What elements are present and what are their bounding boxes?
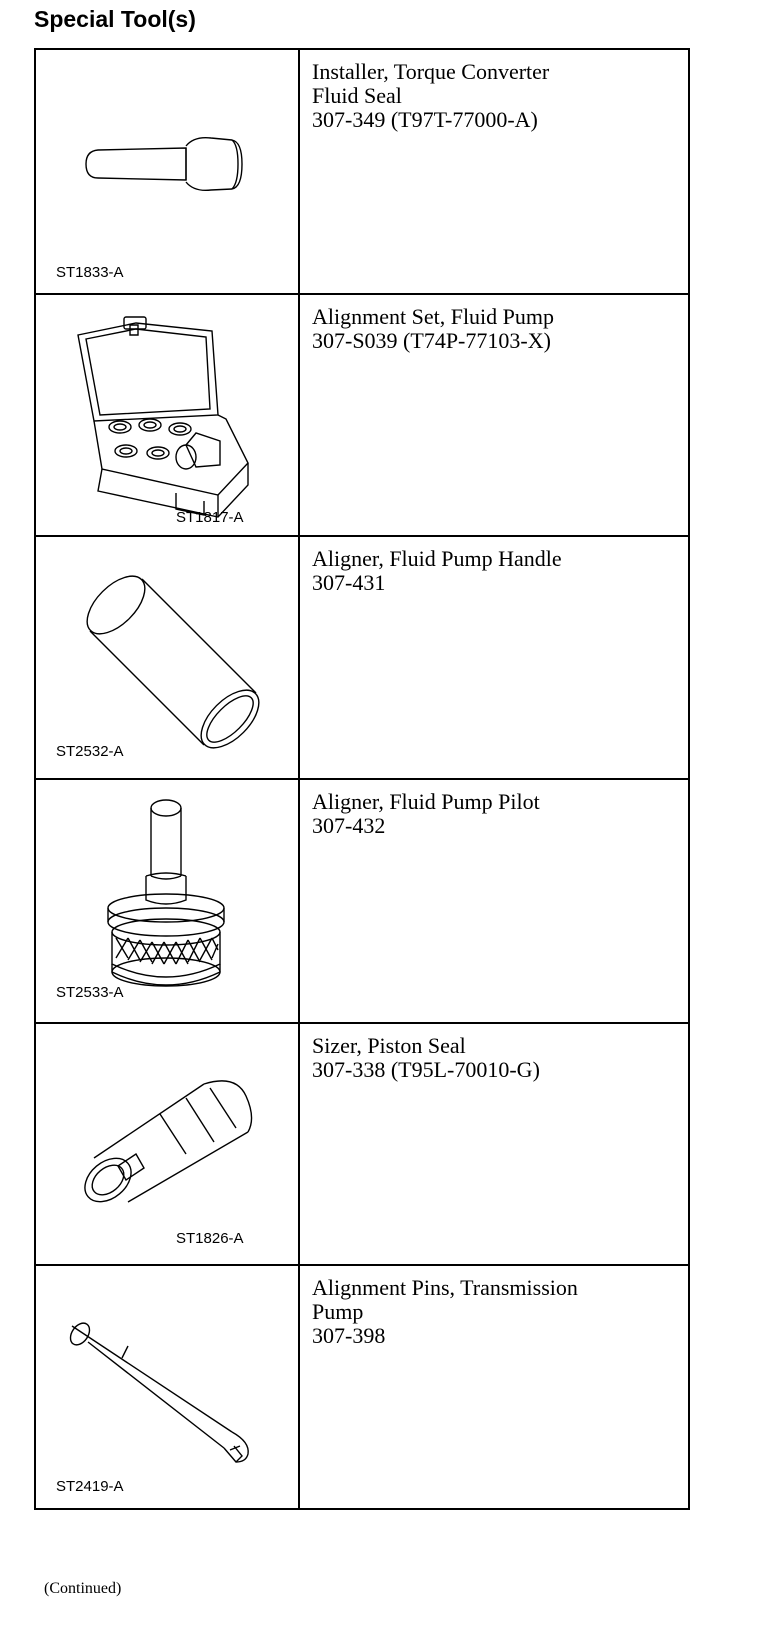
- tool-name-continued: Fluid Seal: [312, 83, 402, 108]
- tool-illustration-cell: [35, 1023, 299, 1265]
- tool-illustration-cell: [35, 49, 299, 294]
- table-row: [35, 1023, 689, 1265]
- tool-description-cell: [299, 1265, 689, 1509]
- table-row: [35, 294, 689, 536]
- table-row: [35, 49, 689, 294]
- piston-seal-sizer-icon: [36, 1024, 298, 1266]
- tool-code: ST1833-A: [56, 264, 124, 281]
- tool-name: Aligner, Fluid Pump Pilot: [312, 789, 540, 814]
- table-row: [35, 1265, 689, 1509]
- tool-name: Aligner, Fluid Pump Handle: [312, 546, 562, 571]
- tool-part-number: 307-349 (T97T-77000-A): [312, 107, 538, 132]
- tool-illustration-cell: [35, 1265, 299, 1509]
- alignment-set-case-icon: [36, 295, 298, 537]
- tool-code: ST2532-A: [56, 743, 124, 760]
- continued-label: (Continued): [44, 1580, 122, 1597]
- tool-name: Installer, Torque Converter: [312, 59, 550, 84]
- page-title: Special Tool(s): [34, 6, 196, 32]
- table-row: [35, 779, 689, 1023]
- tool-part-number: 307-432: [312, 813, 386, 838]
- tool-part-number: 307-431: [312, 570, 386, 595]
- tool-part-number: 307-398: [312, 1323, 386, 1348]
- tool-part-number: 307-S039 (T74P-77103-X): [312, 328, 551, 353]
- tool-illustration-cell: [35, 536, 299, 779]
- tool-name: Sizer, Piston Seal: [312, 1033, 466, 1058]
- tool-code: ST2419-A: [56, 1478, 124, 1495]
- tool-illustration-cell: [35, 294, 299, 536]
- tool-name: Alignment Set, Fluid Pump: [312, 304, 555, 329]
- table-row: [35, 536, 689, 779]
- special-tools-table: [34, 48, 690, 1510]
- tool-description-cell: [299, 779, 689, 1023]
- seal-installer-icon: [36, 50, 298, 295]
- tool-part-number: 307-338 (T95L-70010-G): [312, 1057, 540, 1082]
- tool-description-cell: [299, 49, 689, 294]
- tool-code: ST2533-A: [56, 984, 124, 1001]
- tool-name: Alignment Pins, Transmission: [312, 1275, 578, 1300]
- tool-code: ST1826-A: [176, 1230, 244, 1247]
- tool-description-cell: [299, 294, 689, 536]
- tool-code: ST1817-A: [176, 509, 244, 526]
- tool-description-cell: [299, 1023, 689, 1265]
- tool-name-continued: Pump: [312, 1299, 364, 1324]
- tool-illustration-cell: [35, 779, 299, 1023]
- tool-description-cell: [299, 536, 689, 779]
- alignment-pin-icon: [36, 1266, 298, 1510]
